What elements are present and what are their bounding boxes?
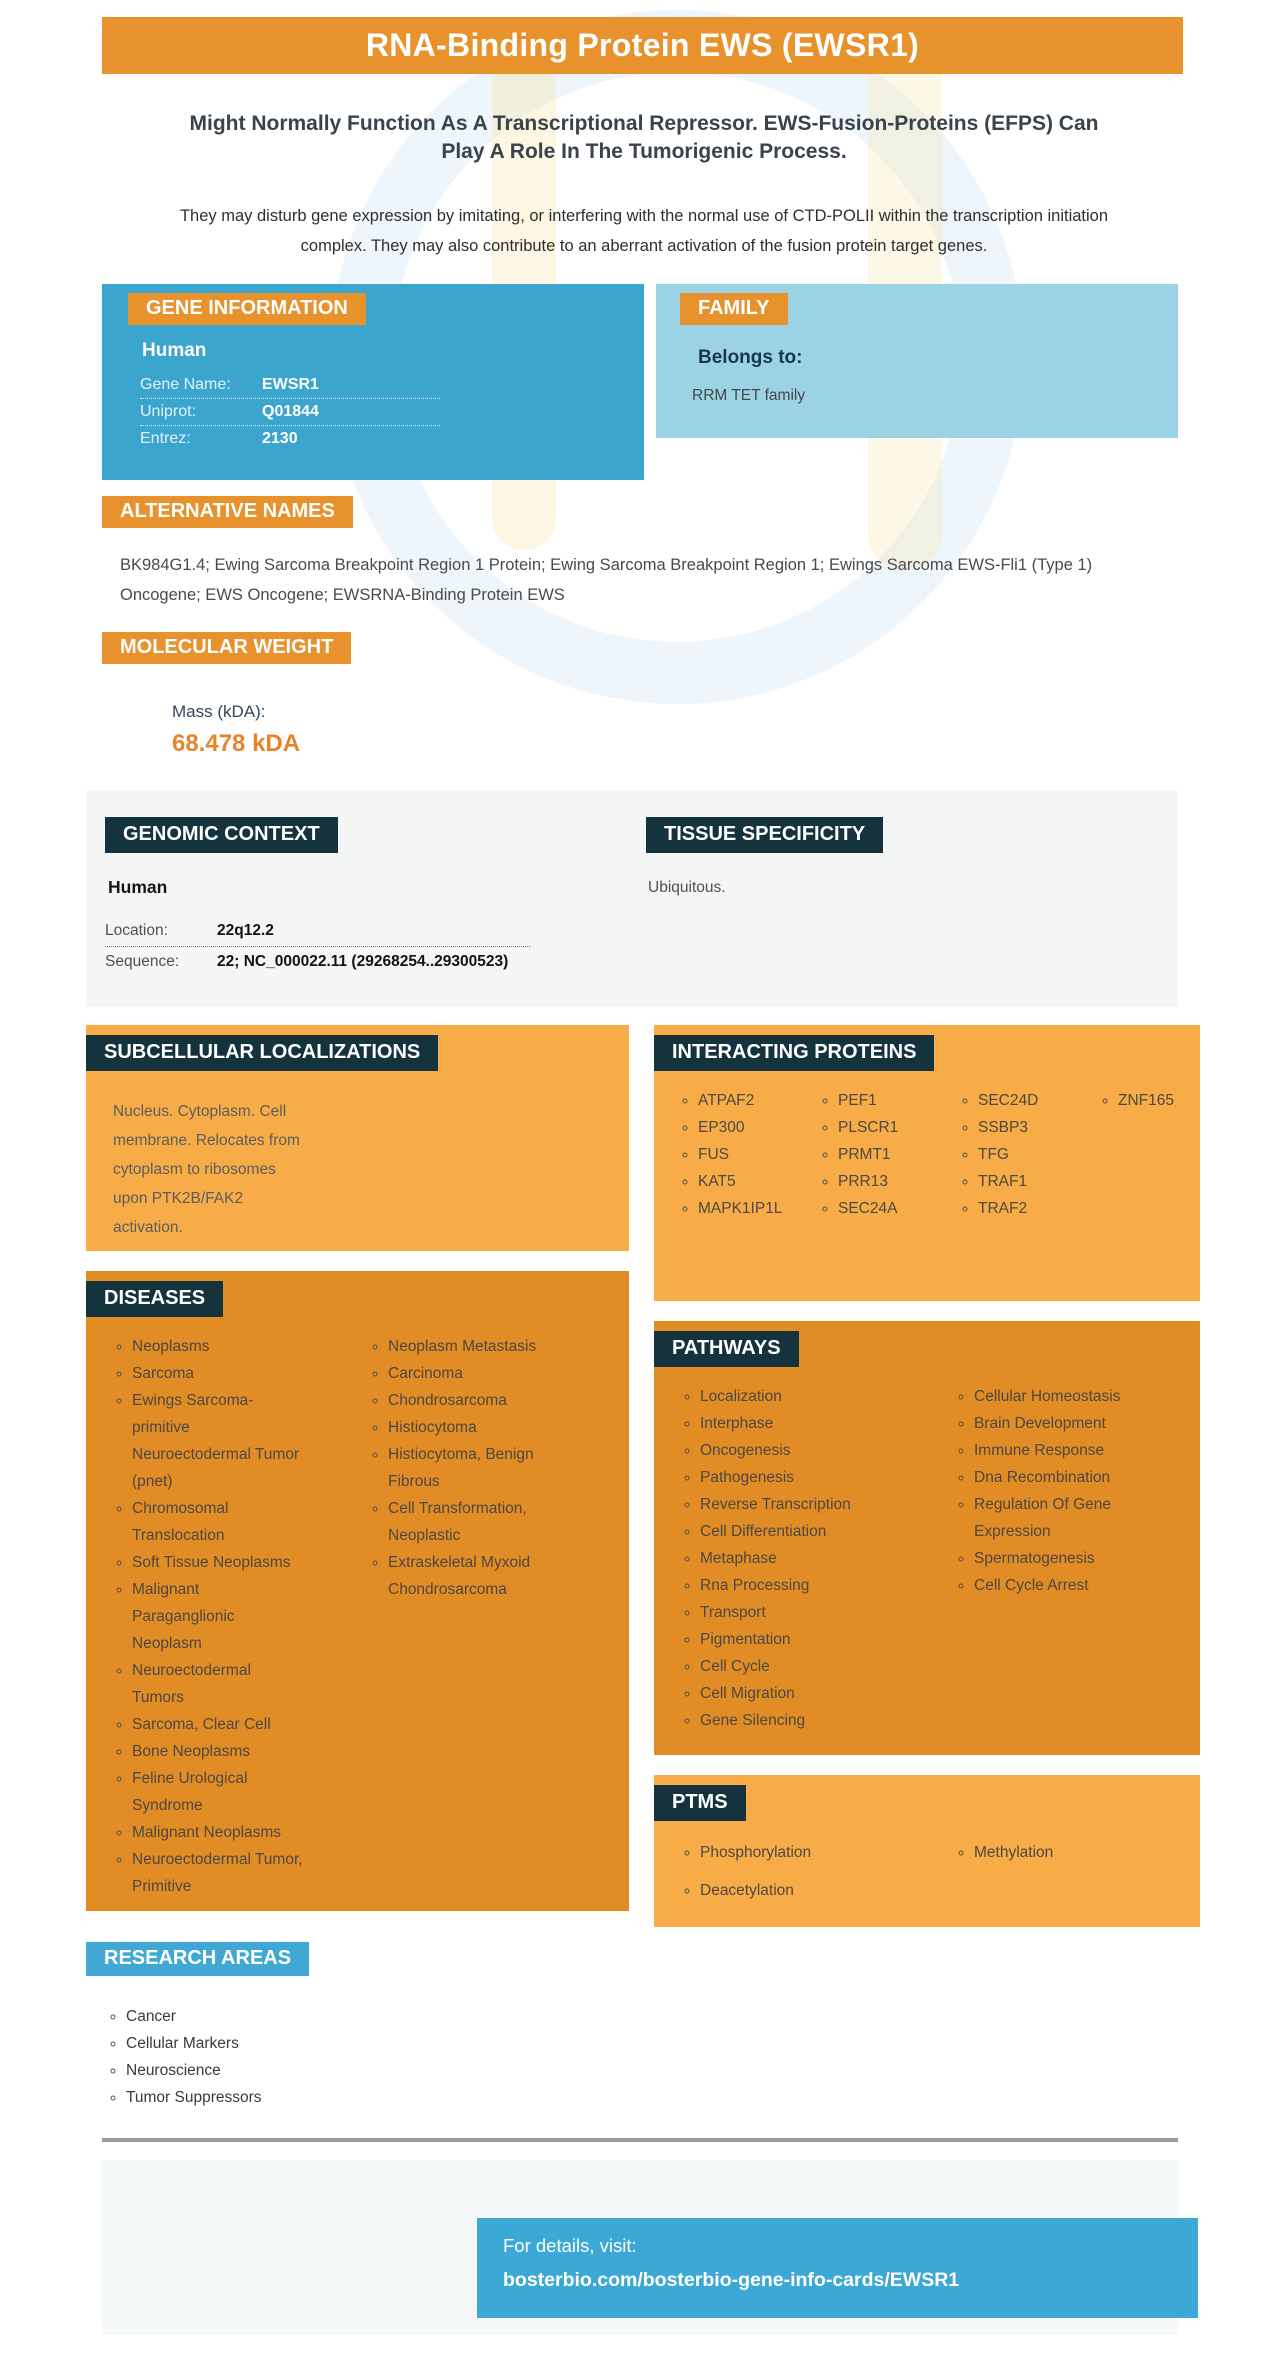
subtitle: Might Normally Function As A Transcriptional Repressor. EWS-Fusion-Proteins (EFPS) Can Play A Role In The Tumorigenic Process. — [189, 112, 1099, 164]
diseases-list — [86, 1333, 629, 1900]
list-item: ◦ Cellular Homeostasis — [974, 1383, 1166, 1410]
pathways-column-2 — [934, 1383, 1200, 1734]
list-item: ◦ Pathogenesis — [700, 1464, 892, 1491]
subcellular-localizations-section — [86, 1025, 629, 1251]
list-item: ◦ Chromosomal Translocation — [132, 1495, 304, 1549]
location-value: 22q12.2 — [217, 921, 274, 939]
genomic-context-header: GENOMIC CONTEXT — [105, 817, 338, 853]
research-areas-header: RESEARCH AREAS — [86, 1942, 309, 1976]
alternative-names-header: ALTERNATIVE NAMES — [102, 496, 353, 528]
list-item: ◦ Cell Transformation, Neoplastic — [388, 1495, 550, 1549]
list-item: ◦ SSBP3 — [978, 1114, 1074, 1141]
list-item: ◦ Cell Cycle Arrest — [974, 1572, 1166, 1599]
interacting-proteins-list — [654, 1087, 1200, 1222]
mass-label: Mass (kDA): — [172, 701, 266, 721]
list-item: ◦ Neoplasm Metastasis — [388, 1333, 550, 1360]
list-item: ◦ Neuroscience — [126, 2057, 629, 2084]
list-item: ◦ Transport — [700, 1599, 892, 1626]
uniprot-value: Q01844 — [262, 402, 319, 420]
list-item: ◦ Brain Development — [974, 1410, 1166, 1437]
list-item: ◦ Immune Response — [974, 1437, 1166, 1464]
list-item: ◦ Interphase — [700, 1410, 892, 1437]
list-item: ◦ Cancer — [126, 2003, 629, 2030]
interacting-proteins-column-2 — [794, 1087, 934, 1222]
list-item: ◦ Sarcoma — [132, 1360, 304, 1387]
list-item: ◦ Malignant Neoplasms — [132, 1819, 304, 1846]
list-item: ◦ Neuroectodermal Tumor, Primitive — [132, 1846, 304, 1900]
list-item: ◦ Oncogenesis — [700, 1437, 892, 1464]
visit-label: For details, visit: — [503, 2234, 637, 2256]
list-item: ◦ Carcinoma — [388, 1360, 550, 1387]
gene-family-row — [102, 284, 1288, 480]
molecular-weight-section — [102, 632, 1288, 758]
list-item: ◦ Tumor Suppressors — [126, 2084, 629, 2111]
tissue-specificity-header: TISSUE SPECIFICITY — [646, 817, 883, 853]
interacting-proteins-section — [654, 1025, 1200, 1301]
family-value: RRM TET family — [692, 386, 806, 404]
gene-information-section — [102, 284, 644, 480]
list-item: ◦ Deacetylation — [700, 1877, 934, 1904]
sequence-label: Sequence: — [105, 952, 180, 970]
subcellular-localizations-header: SUBCELLULAR LOCALIZATIONS — [86, 1035, 438, 1071]
ptms-column-1 — [654, 1839, 934, 1915]
list-item: ◦ TFG — [978, 1141, 1074, 1168]
list-item: ◦ Cellular Markers — [126, 2030, 629, 2057]
gene-information-header: GENE INFORMATION — [128, 293, 366, 325]
list-item: ◦ Metaphase — [700, 1545, 892, 1572]
gene-species-label: Human — [142, 339, 207, 361]
uniprot-label: Uniprot: — [140, 402, 197, 420]
list-item: ◦ SEC24D — [978, 1087, 1074, 1114]
list-item: ◦ ZNF165 — [1118, 1087, 1200, 1114]
interacting-proteins-header: INTERACTING PROTEINS — [654, 1035, 934, 1071]
list-item: ◦ Cell Cycle — [700, 1653, 892, 1680]
ptms-header: PTMS — [654, 1785, 746, 1821]
genomic-tissue-section — [86, 791, 1178, 1007]
list-item: ◦ Dna Recombination — [974, 1464, 1166, 1491]
gene-name-row — [140, 372, 440, 399]
list-item: ◦ TRAF2 — [978, 1195, 1074, 1222]
sequence-value: 22; NC_000022.11 (29268254..29300523) — [217, 952, 509, 970]
pathways-section — [654, 1321, 1200, 1755]
research-areas-list — [86, 2003, 629, 2111]
list-item: ◦ Pigmentation — [700, 1626, 892, 1653]
diseases-header: DISEASES — [86, 1281, 223, 1317]
location-row — [105, 916, 530, 947]
list-item: ◦ Chondrosarcoma — [388, 1387, 550, 1414]
footer-visit-panel — [477, 2218, 1198, 2318]
footer-divider — [102, 2138, 1178, 2142]
intro-paragraph: They may disturb gene expression by imitating, or interfering with the normal use of CTD-POLII within the transcription initiation complex. They may also contribute to an aberrant activation of the fusion protein target genes. — [179, 206, 1109, 256]
list-item: ◦ Cell Differentiation — [700, 1518, 892, 1545]
list-item: ◦ Neuroectodermal Tumors — [132, 1657, 304, 1711]
list-item: ◦ SEC24A — [838, 1195, 934, 1222]
list-item: ◦ Histiocytoma, Benign Fibrous — [388, 1441, 550, 1495]
list-item: ◦ Spermatogenesis — [974, 1545, 1166, 1572]
ptms-list — [654, 1839, 1200, 1915]
list-item: ◦ Localization — [700, 1383, 892, 1410]
pathways-column-1 — [654, 1383, 934, 1734]
list-item: ◦ Reverse Transcription — [700, 1491, 892, 1518]
list-item: ◦ Regulation Of Gene Expression — [974, 1491, 1166, 1545]
list-item: ◦ Bone Neoplasms — [132, 1738, 304, 1765]
list-item: ◦ PEF1 — [838, 1087, 934, 1114]
diseases-column-1 — [86, 1333, 352, 1900]
footer — [102, 2160, 1178, 2335]
right-column — [654, 1025, 1200, 1927]
list-item: ◦ Histiocytoma — [388, 1414, 550, 1441]
molecular-weight-header: MOLECULAR WEIGHT — [102, 632, 351, 664]
gene-info-rows — [140, 372, 644, 452]
interacting-proteins-column-4 — [1074, 1087, 1200, 1222]
interacting-proteins-column-1 — [654, 1087, 794, 1222]
diseases-column-2 — [352, 1333, 629, 1900]
interacting-proteins-column-3 — [934, 1087, 1074, 1222]
footer-url-link[interactable]: bosterbio.com/bosterbio-gene-info-cards/EWSR1 — [503, 2268, 960, 2291]
family-header: FAMILY — [680, 293, 788, 325]
list-item: ◦ Rna Processing — [700, 1572, 892, 1599]
genomic-context-section — [86, 817, 646, 977]
diseases-section — [86, 1271, 629, 1911]
sequence-row — [105, 947, 530, 977]
entrez-value: 2130 — [262, 429, 298, 447]
list-item: ◦ Sarcoma, Clear Cell — [132, 1711, 304, 1738]
research-areas-section — [86, 1942, 629, 2111]
list-item: ◦ Extraskeletal Myxoid Chondrosarcoma — [388, 1549, 550, 1603]
left-column — [86, 1025, 629, 2111]
list-item: ◦ PLSCR1 — [838, 1114, 934, 1141]
mass-value: 68.478 kDA — [172, 729, 301, 757]
tissue-specificity-text: Ubiquitous. — [648, 878, 726, 896]
location-label: Location: — [105, 921, 168, 939]
pathways-list — [654, 1383, 1200, 1734]
subcellular-localizations-text: Nucleus. Cytoplasm. Cell membrane. Relocates from cytoplasm to ribosomes upon PTK2B/FAK2 activation. — [113, 1102, 300, 1236]
list-item: ◦ TRAF1 — [978, 1168, 1074, 1195]
list-item: ◦ KAT5 — [698, 1168, 794, 1195]
entrez-row — [140, 426, 440, 452]
gene-name-value: EWSR1 — [262, 375, 319, 393]
list-item: ◦ Feline Urological Syndrome — [132, 1765, 304, 1819]
tissue-specificity-section — [646, 817, 1178, 977]
list-item: ◦ PRR13 — [838, 1168, 934, 1195]
list-item: ◦ Malignant Paraganglionic Neoplasm — [132, 1576, 304, 1657]
list-item: ◦ Soft Tissue Neoplasms — [132, 1549, 304, 1576]
gene-name-label: Gene Name: — [140, 375, 231, 393]
pathways-header: PATHWAYS — [654, 1331, 799, 1367]
list-item: ◦ MAPK1IP1L — [698, 1195, 794, 1222]
list-item: ◦ FUS — [698, 1141, 794, 1168]
list-item: ◦ Cell Migration — [700, 1680, 892, 1707]
page-title: RNA-Binding Protein EWS (EWSR1) — [365, 27, 920, 63]
entrez-label: Entrez: — [140, 429, 191, 447]
ptms-section — [654, 1775, 1200, 1927]
ptms-column-2 — [934, 1839, 1200, 1915]
list-item: ◦ ATPAF2 — [698, 1087, 794, 1114]
family-section — [656, 284, 1178, 438]
list-item: ◦ Ewings Sarcoma-primitive Neuroectodermal Tumor (pnet) — [132, 1387, 304, 1495]
alternative-names-text: BK984G1.4; Ewing Sarcoma Breakpoint Region 1 Protein; Ewing Sarcoma Breakpoint Region 1; Ewings Sarcoma EWS-Fli1 (Type 1) Oncogene; EWS Oncogene; EWSRNA-Binding Protein EWS — [120, 555, 1093, 605]
title-banner — [102, 17, 1183, 74]
list-item: ◦ Phosphorylation — [700, 1839, 934, 1866]
content-columns — [86, 1025, 1200, 2111]
uniprot-row — [140, 399, 440, 426]
list-item: ◦ Methylation — [974, 1839, 1200, 1866]
belongs-to-label: Belongs to: — [698, 346, 803, 368]
list-item: ◦ EP300 — [698, 1114, 794, 1141]
genomic-species-label: Human — [108, 876, 168, 897]
list-item: ◦ Neoplasms — [132, 1333, 304, 1360]
alternative-names-section — [102, 496, 1288, 611]
list-item: ◦ Gene Silencing — [700, 1707, 892, 1734]
list-item: ◦ PRMT1 — [838, 1141, 934, 1168]
